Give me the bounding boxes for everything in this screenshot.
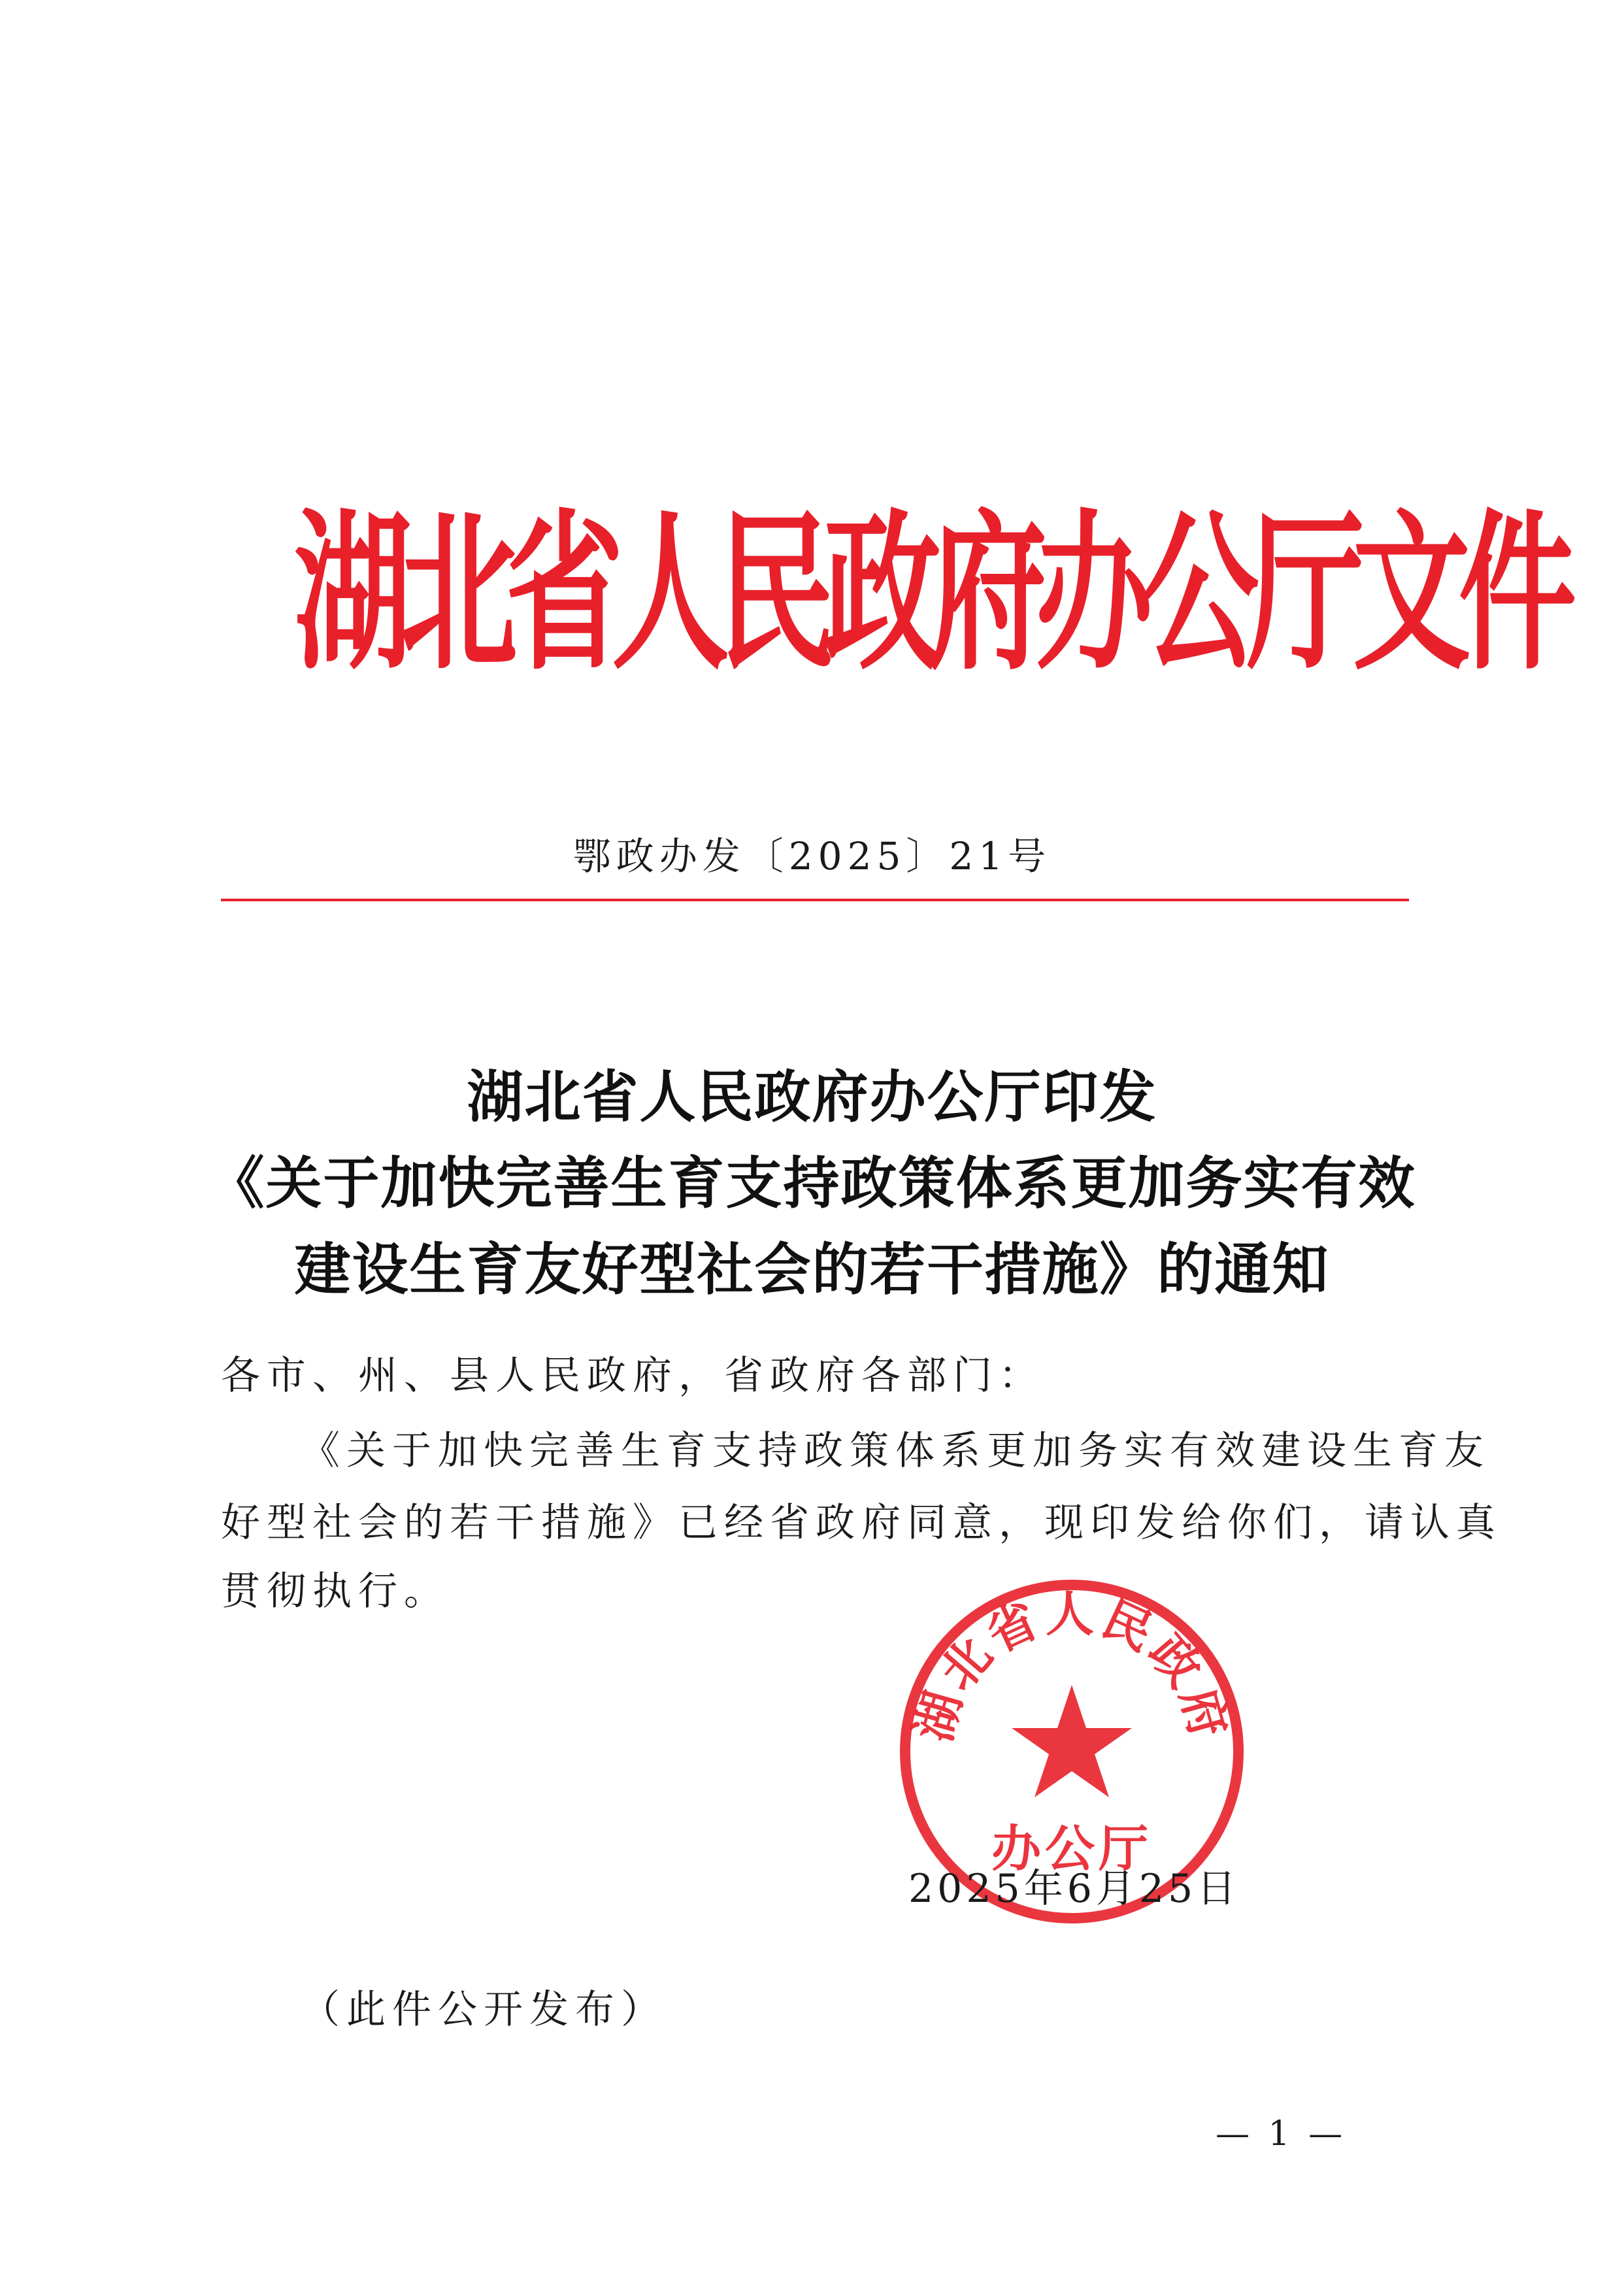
seal-arc-text: 湖北省人民政府 [905, 1586, 1238, 1748]
public-release-note: （此件公开发布） [301, 1987, 667, 2033]
seal-bottom-text: 办公厅 [991, 1820, 1152, 1878]
document-title-line-3: 建设生育友好型社会的若干措施》的通知 [294, 1237, 1330, 1303]
red-divider-line [221, 899, 1409, 901]
issue-date: 2025年6月25日 [908, 1866, 1240, 1912]
document-title-line-2: 《关于加快完善生育支持政策体系更加务实有效 [208, 1150, 1416, 1216]
salutation: 各市、州、县人民政府，省政府各部门： [221, 1353, 1044, 1399]
page-number: — 1 — [1216, 2114, 1347, 2154]
body-paragraph-line-3: 贯彻执行。 [221, 1569, 450, 1614]
star-icon [1012, 1685, 1132, 1797]
body-paragraph-line-2: 好型社会的若干措施》已经省政府同意，现印发给你们，请认真 [221, 1500, 1502, 1546]
document-number: 鄂政办发〔2025〕21号 [572, 834, 1052, 878]
document-title-line-1: 湖北省人民政府办公厅印发 [467, 1064, 1157, 1130]
body-paragraph-line-1: 《关于加快完善生育支持政策体系更加务实有效建设生育友 [301, 1428, 1490, 1474]
issuer-header-title: 湖北省人民政府办公厅文件 [294, 495, 1565, 693]
